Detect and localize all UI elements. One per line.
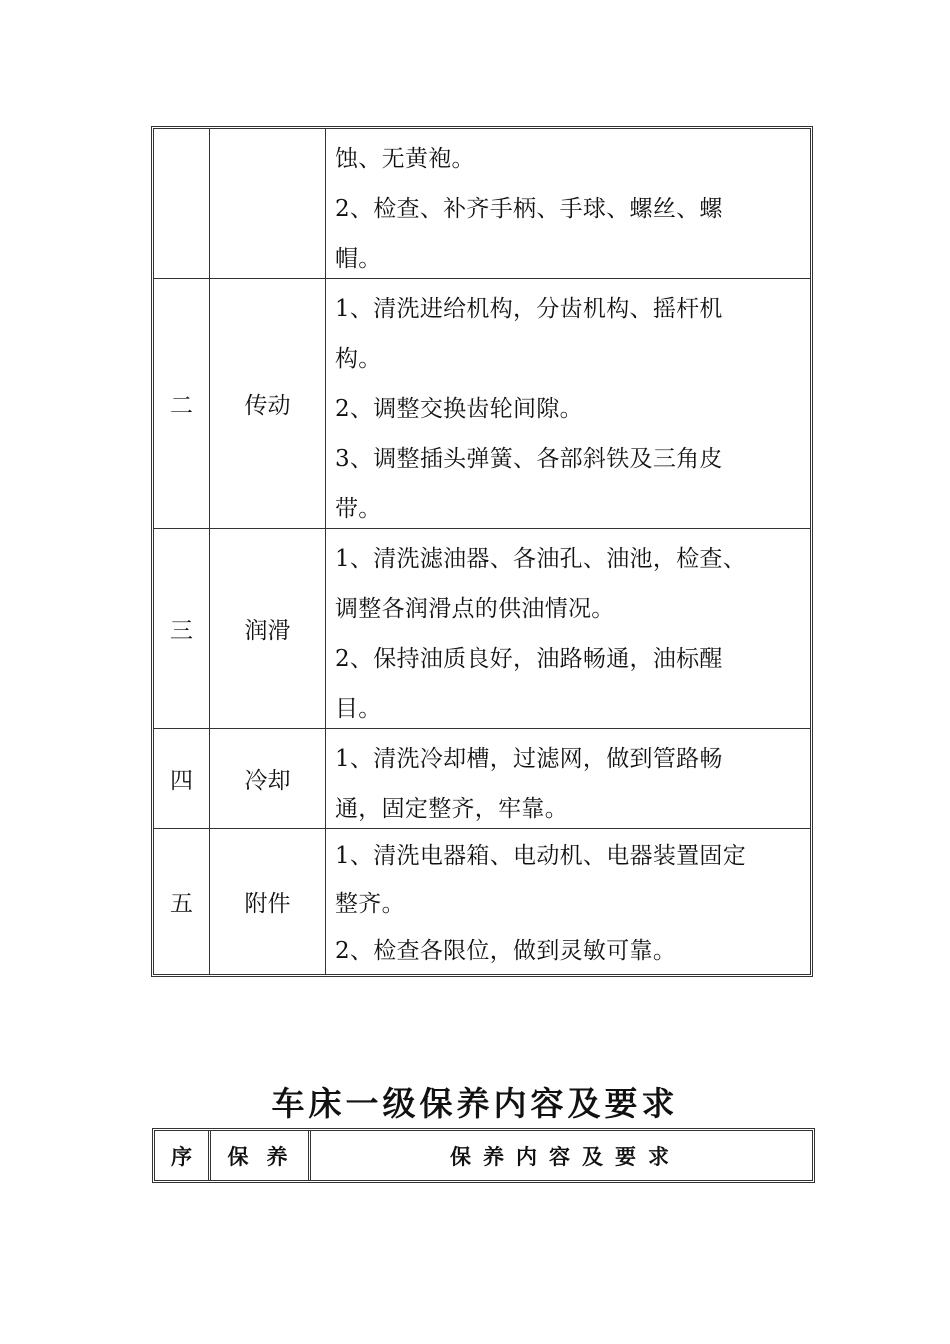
content-line: 2、保持油质良好，油路畅通，油标醒 [335, 646, 723, 672]
maintenance-table [151, 126, 813, 977]
content-line: 带。 [335, 496, 382, 522]
section-title: 车床一级保养内容及要求 [271, 1084, 679, 1123]
row-item-cell: 冷却 [210, 729, 326, 828]
content-line: 帽。 [335, 246, 382, 272]
row-content-cell [326, 129, 810, 278]
row-number-cell: 五 [154, 829, 210, 974]
header-item: 保养 [211, 1131, 311, 1180]
row-number-cell: 四 [154, 729, 210, 828]
row-content-cell [326, 829, 810, 974]
content-line: 1、清洗进给机构，分齿机构、摇杆机 [335, 296, 723, 322]
content-line: 2、检查、补齐手柄、手球、螺丝、螺 [335, 196, 723, 222]
content-line: 1、清洗冷却槽，过滤网，做到管路畅 [335, 746, 723, 772]
row-item-cell [210, 129, 326, 278]
content-line: 1、清洗滤油器、各油孔、油池，检查、 [335, 546, 747, 572]
content-line: 目。 [335, 696, 382, 722]
row-content-cell [326, 279, 810, 528]
table-row [154, 529, 810, 729]
header-content: 保养内容及要求 [450, 1144, 681, 1169]
content-line: 1、清洗电器箱、电动机、电器装置固定 [335, 843, 747, 869]
content-line: 构。 [335, 346, 382, 372]
header-number: 序 [155, 1131, 211, 1180]
content-line: 整齐。 [335, 891, 405, 917]
row-item-cell: 附件 [210, 829, 326, 974]
row-item-cell: 润滑 [210, 529, 326, 728]
content-line: 3、调整插头弹簧、各部斜铁及三角皮 [335, 446, 723, 472]
row-number-cell [154, 129, 210, 278]
table-row [154, 829, 810, 974]
table-row [154, 729, 810, 829]
table-row [154, 279, 810, 529]
content-line: 2、调整交换齿轮间隙。 [335, 396, 583, 422]
row-item-cell: 传动 [210, 279, 326, 528]
content-line: 调整各润滑点的供油情况。 [335, 596, 615, 622]
table-row [154, 129, 810, 279]
second-table-header [152, 1128, 815, 1183]
row-number-cell: 二 [154, 279, 210, 528]
content-line: 蚀、无黄袍。 [335, 146, 475, 172]
row-content-cell [326, 529, 810, 728]
content-line: 通，固定整齐，牢靠。 [335, 796, 568, 822]
row-number-cell: 三 [154, 529, 210, 728]
row-content-cell [326, 729, 810, 828]
content-line: 2、检查各限位，做到灵敏可靠。 [335, 938, 677, 964]
